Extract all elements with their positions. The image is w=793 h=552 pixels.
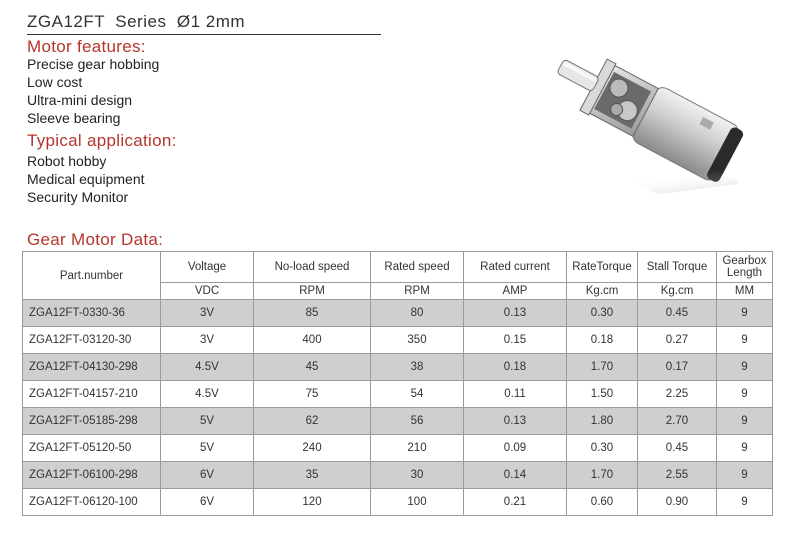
cell-rated-current: 0.14 xyxy=(464,462,567,489)
table-row xyxy=(23,435,773,462)
column-header-gearbox-length xyxy=(717,252,773,283)
cell-rate-torque: 0.18 xyxy=(567,327,638,354)
cell-rate-torque: 0.30 xyxy=(567,435,638,462)
cell-voltage: 3V xyxy=(161,300,254,327)
cell-gearbox-length: 9 xyxy=(717,300,773,327)
column-header-rated-current: Rated current xyxy=(464,252,567,283)
cell-noload-speed: 35 xyxy=(254,462,371,489)
list-item: Security Monitor xyxy=(27,189,129,205)
unit-rate-torque: Kg.cm xyxy=(567,283,638,300)
cell-rated-current: 0.13 xyxy=(464,300,567,327)
cell-part-number: ZGA12FT-06120-100 xyxy=(23,489,161,516)
cell-rate-torque: 1.50 xyxy=(567,381,638,408)
table-row xyxy=(23,300,773,327)
unit-noload-speed: RPM xyxy=(254,283,371,300)
cell-part-number: ZGA12FT-06100-298 xyxy=(23,462,161,489)
table-row xyxy=(23,327,773,354)
cell-stall-torque: 2.70 xyxy=(638,408,717,435)
list-item: Sleeve bearing xyxy=(27,110,121,126)
gearbox-label: Gearbox xyxy=(722,255,767,267)
cell-stall-torque: 2.55 xyxy=(638,462,717,489)
motor-features-list xyxy=(27,55,159,127)
cell-rated-speed: 56 xyxy=(371,408,464,435)
table-row xyxy=(23,354,773,381)
cell-voltage: 5V xyxy=(161,408,254,435)
list-item: Precise gear hobbing xyxy=(27,56,160,72)
cell-rated-current: 0.09 xyxy=(464,435,567,462)
cell-rated-current: 0.13 xyxy=(464,408,567,435)
table-row xyxy=(23,408,773,435)
column-header-voltage: Voltage xyxy=(161,252,254,283)
cell-gearbox-length: 9 xyxy=(717,489,773,516)
table-row xyxy=(23,489,773,516)
cell-rated-speed: 80 xyxy=(371,300,464,327)
cell-voltage: 5V xyxy=(161,435,254,462)
cell-rated-speed: 54 xyxy=(371,381,464,408)
cell-voltage: 6V xyxy=(161,489,254,516)
cell-noload-speed: 120 xyxy=(254,489,371,516)
cell-rated-speed: 30 xyxy=(371,462,464,489)
cell-stall-torque: 0.90 xyxy=(638,489,717,516)
column-header-noload-speed: No-load speed xyxy=(254,252,371,283)
cell-gearbox-length: 9 xyxy=(717,354,773,381)
cell-gearbox-length: 9 xyxy=(717,327,773,354)
cell-stall-torque: 2.25 xyxy=(638,381,717,408)
unit-rated-current: AMP xyxy=(464,283,567,300)
column-header-stall-torque: Stall Torque xyxy=(638,252,717,283)
cell-part-number: ZGA12FT-05120-50 xyxy=(23,435,161,462)
typical-application-heading: Typical application: xyxy=(27,131,177,150)
unit-voltage: VDC xyxy=(161,283,254,300)
list-item: Medical equipment xyxy=(27,171,145,187)
column-header-rated-speed: Rated speed xyxy=(371,252,464,283)
unit-gearbox-length: MM xyxy=(717,283,773,300)
cell-voltage: 6V xyxy=(161,462,254,489)
cell-rated-speed: 210 xyxy=(371,435,464,462)
cell-rated-current: 0.15 xyxy=(464,327,567,354)
cell-part-number: ZGA12FT-04157-210 xyxy=(23,381,161,408)
cell-noload-speed: 62 xyxy=(254,408,371,435)
typical-application-list xyxy=(27,152,145,206)
cell-noload-speed: 240 xyxy=(254,435,371,462)
gear-motor-data-heading: Gear Motor Data: xyxy=(27,230,164,249)
cell-noload-speed: 85 xyxy=(254,300,371,327)
cell-gearbox-length: 9 xyxy=(717,408,773,435)
cell-stall-torque: 0.27 xyxy=(638,327,717,354)
cell-voltage: 4.5V xyxy=(161,381,254,408)
column-header-rate-torque: RateTorque xyxy=(567,252,638,283)
table-row xyxy=(23,381,773,408)
column-header-part: Part.number xyxy=(23,252,161,300)
gear-motor-photo xyxy=(545,30,775,230)
unit-stall-torque: Kg.cm xyxy=(638,283,717,300)
cell-rated-speed: 100 xyxy=(371,489,464,516)
cell-part-number: ZGA12FT-0330-36 xyxy=(23,300,161,327)
cell-noload-speed: 45 xyxy=(254,354,371,381)
cell-part-number: ZGA12FT-05185-298 xyxy=(23,408,161,435)
series-title: ZGA12FT Series Ø1 2mm xyxy=(27,12,381,35)
cell-rate-torque: 0.60 xyxy=(567,489,638,516)
cell-stall-torque: 0.45 xyxy=(638,300,717,327)
motor-features-heading: Motor features: xyxy=(27,37,146,56)
cell-rate-torque: 1.80 xyxy=(567,408,638,435)
cell-gearbox-length: 9 xyxy=(717,381,773,408)
cell-voltage: 4.5V xyxy=(161,354,254,381)
unit-rated-speed: RPM xyxy=(371,283,464,300)
cell-rated-current: 0.21 xyxy=(464,489,567,516)
list-item: Robot hobby xyxy=(27,153,107,169)
table-row xyxy=(23,462,773,489)
cell-noload-speed: 400 xyxy=(254,327,371,354)
cell-rated-current: 0.11 xyxy=(464,381,567,408)
cell-noload-speed: 75 xyxy=(254,381,371,408)
cell-rate-torque: 1.70 xyxy=(567,462,638,489)
length-label: Length xyxy=(726,267,763,279)
cell-rate-torque: 1.70 xyxy=(567,354,638,381)
cell-stall-torque: 0.17 xyxy=(638,354,717,381)
cell-gearbox-length: 9 xyxy=(717,462,773,489)
cell-rate-torque: 0.30 xyxy=(567,300,638,327)
table-header-row xyxy=(23,252,773,283)
gear-motor-data-table xyxy=(22,251,773,516)
list-item: Low cost xyxy=(27,74,83,90)
cell-rated-current: 0.18 xyxy=(464,354,567,381)
cell-voltage: 3V xyxy=(161,327,254,354)
cell-part-number: ZGA12FT-03120-30 xyxy=(23,327,161,354)
cell-gearbox-length: 9 xyxy=(717,435,773,462)
cell-rated-speed: 38 xyxy=(371,354,464,381)
cell-part-number: ZGA12FT-04130-298 xyxy=(23,354,161,381)
cell-stall-torque: 0.45 xyxy=(638,435,717,462)
list-item: Ultra-mini design xyxy=(27,92,133,108)
cell-rated-speed: 350 xyxy=(371,327,464,354)
